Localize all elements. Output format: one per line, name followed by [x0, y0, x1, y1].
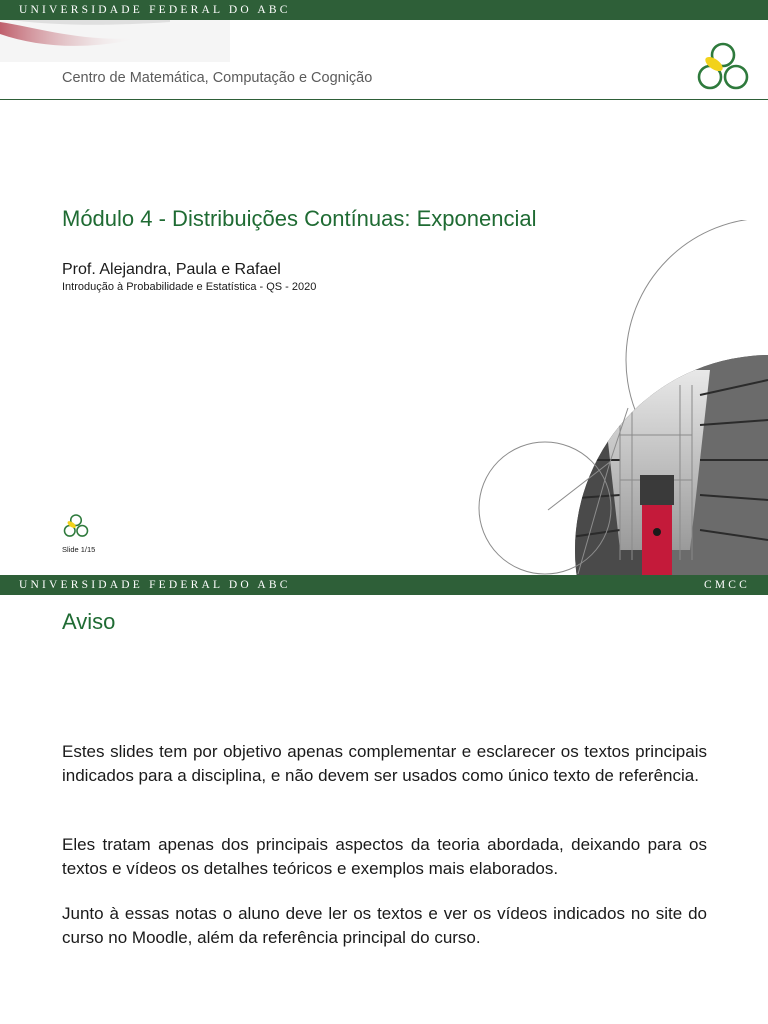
header-rule [0, 99, 768, 100]
author-line: Prof. Alejandra, Paula e Rafael [62, 261, 281, 278]
slide-number: Slide 1/15 [62, 545, 96, 554]
paragraph: Junto à essas notas o aluno deve ler os textos e ver os vídeos indicados no site do curso no Moodle, além da referência principal do curso. [62, 904, 707, 947]
university-bar [0, 0, 768, 20]
university-bar [0, 575, 768, 595]
center-name: Centro de Matemática, Computação e Cognição [62, 70, 373, 86]
header-decoration [0, 20, 230, 62]
department-name: CMCC [703, 579, 750, 591]
slide-title: Módulo 4 - Distribuições Contínuas: Exponencial [62, 206, 537, 231]
slide-title: Aviso [62, 609, 116, 634]
content-slide [0, 575, 768, 1024]
university-name: UNIVERSIDADE FEDERAL DO ABC [19, 4, 291, 16]
university-name: UNIVERSIDADE FEDERAL DO ABC [19, 579, 291, 591]
ufabc-logo-icon [696, 42, 750, 92]
ufabc-logo-small-icon [63, 514, 89, 538]
course-line: Introdução à Probabilidade e Estatística - QS - 2020 [62, 281, 317, 293]
building-atrium-photo [470, 220, 768, 575]
paragraph: Estes slides tem por objetivo apenas complementar e esclarecer os textos principais indicados para a disciplina, e não devem ser usados como único texto de referência. [62, 742, 707, 785]
paragraph: Eles tratam apenas dos principais aspectos da teoria abordada, deixando para os textos e vídeos os detalhes teóricos e exemplos mais elaborados. [62, 835, 707, 878]
